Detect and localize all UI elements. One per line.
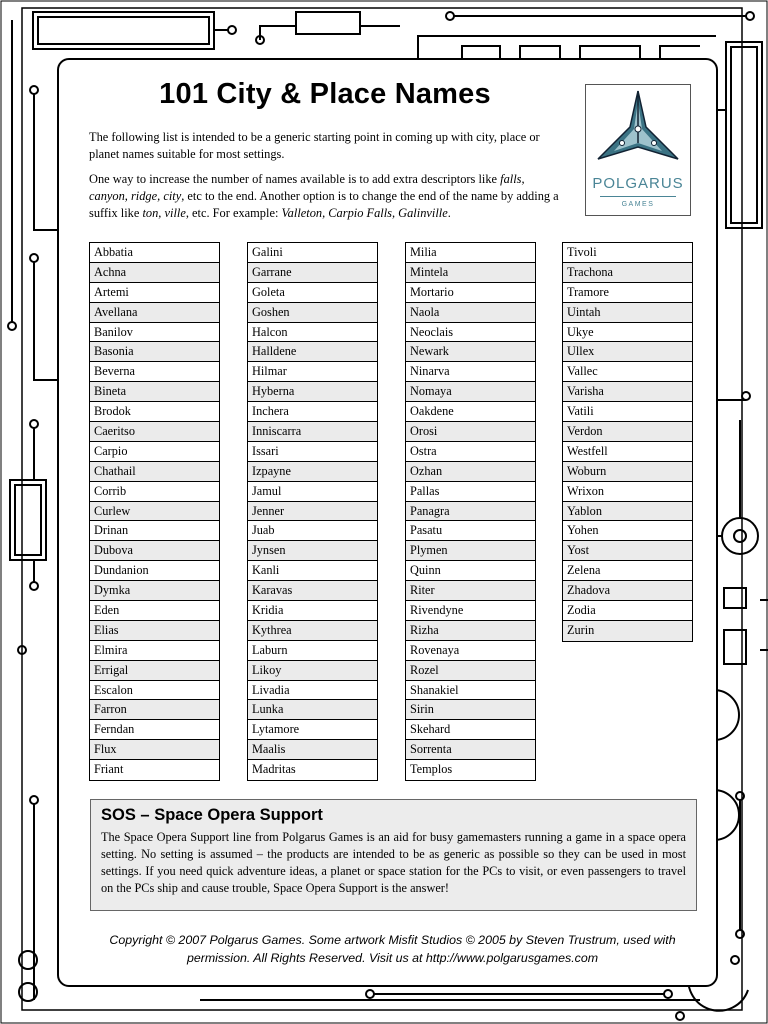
name-cell: Panagra bbox=[406, 502, 535, 522]
name-cell: Trachona bbox=[563, 263, 692, 283]
name-cell: Zelena bbox=[563, 561, 692, 581]
name-cell: Escalon bbox=[90, 681, 219, 701]
name-cell: Mintela bbox=[406, 263, 535, 283]
names-column-3 bbox=[405, 242, 536, 781]
name-cell: Rizha bbox=[406, 621, 535, 641]
name-cell: Jamul bbox=[248, 482, 377, 502]
name-cell: Pasatu bbox=[406, 521, 535, 541]
name-cell: Milia bbox=[406, 243, 535, 263]
name-cell: Goleta bbox=[248, 283, 377, 303]
name-cell: Vatili bbox=[563, 402, 692, 422]
name-cell: Neoclais bbox=[406, 323, 535, 343]
name-cell: Plymen bbox=[406, 541, 535, 561]
name-cell: Dundanion bbox=[90, 561, 219, 581]
names-column-1 bbox=[89, 242, 220, 781]
name-cell: Hilmar bbox=[248, 362, 377, 382]
name-cell: Tramore bbox=[563, 283, 692, 303]
name-cell: Ukye bbox=[563, 323, 692, 343]
name-cell: Farron bbox=[90, 700, 219, 720]
name-cell: Sorrenta bbox=[406, 740, 535, 760]
name-cell: Karavas bbox=[248, 581, 377, 601]
name-cell: Beverna bbox=[90, 362, 219, 382]
name-cell: Elias bbox=[90, 621, 219, 641]
names-column-4 bbox=[562, 242, 693, 642]
name-cell: Corrib bbox=[90, 482, 219, 502]
intro-paragraph-1: The following list is intended to be a generic starting point in coming up with city, place or planet names suitable for most settings. bbox=[89, 130, 540, 161]
name-cell: Goshen bbox=[248, 303, 377, 323]
name-cell: Ostra bbox=[406, 442, 535, 462]
name-cell: Laburn bbox=[248, 641, 377, 661]
name-cell: Livadia bbox=[248, 681, 377, 701]
sos-description: The Space Opera Support line from Polgarus Games is an aid for busy gamemasters running a game in a space opera setting. No setting is assumed – the products are intended to be as generic as possible so they can be used in most settings. If you need quick adventure ideas, a planet or space station for the PCs to visit, or even passengers to travel on the PCs ship and cause trouble, Space Opera Support is the answer! bbox=[101, 830, 686, 895]
name-cell: Verdon bbox=[563, 422, 692, 442]
name-cell: Brodok bbox=[90, 402, 219, 422]
name-cell: Galini bbox=[248, 243, 377, 263]
name-cell: Izpayne bbox=[248, 462, 377, 482]
name-cell: Artemi bbox=[90, 283, 219, 303]
name-cell: Likoy bbox=[248, 661, 377, 681]
name-cell: Drinan bbox=[90, 521, 219, 541]
logo-wordmark: POLGARUS bbox=[592, 175, 684, 192]
name-cell: Caeritso bbox=[90, 422, 219, 442]
name-cell: Riter bbox=[406, 581, 535, 601]
logo-subtitle: GAMES bbox=[621, 201, 655, 208]
name-cell: Basonia bbox=[90, 342, 219, 362]
name-cell: Kythrea bbox=[248, 621, 377, 641]
name-cell: Pallas bbox=[406, 482, 535, 502]
name-cell: Oakdene bbox=[406, 402, 535, 422]
name-cell: Quinn bbox=[406, 561, 535, 581]
name-cell: Rozel bbox=[406, 661, 535, 681]
name-cell: Ullex bbox=[563, 342, 692, 362]
name-cell: Vallec bbox=[563, 362, 692, 382]
intro-paragraph-2: One way to increase the number of names available is to add extra descriptors like falls, canyon, ridge, city, etc to the end. Another option is to change the end of the name by adding a suffix like ton, ville, etc. For example: Valleton, Carpio Falls, Galinville. bbox=[89, 172, 559, 220]
name-cell: Woburn bbox=[563, 462, 692, 482]
name-cell: Yablon bbox=[563, 502, 692, 522]
name-cell: Nomaya bbox=[406, 382, 535, 402]
name-cell: Eden bbox=[90, 601, 219, 621]
copyright-line-1: Copyright © 2007 Polgarus Games. Some artwork Misfit Studios © 2005 by Steven Trustrum, used with bbox=[109, 933, 676, 947]
name-cell: Zhadova bbox=[563, 581, 692, 601]
name-cell: Zurin bbox=[563, 621, 692, 641]
name-cell: Shanakiel bbox=[406, 681, 535, 701]
name-cell: Juab bbox=[248, 521, 377, 541]
name-cell: Achna bbox=[90, 263, 219, 283]
name-cell: Lunka bbox=[248, 700, 377, 720]
name-cell: Bineta bbox=[90, 382, 219, 402]
name-cell: Elmira bbox=[90, 641, 219, 661]
name-cell: Zodia bbox=[563, 601, 692, 621]
name-cell: Garrane bbox=[248, 263, 377, 283]
name-cell: Ferndan bbox=[90, 720, 219, 740]
name-cell: Templos bbox=[410, 762, 453, 777]
name-cell: Newark bbox=[406, 342, 535, 362]
name-cell: Mortario bbox=[406, 283, 535, 303]
name-cell: Rivendyne bbox=[406, 601, 535, 621]
name-cell: Friant bbox=[94, 762, 124, 777]
sos-heading: SOS – Space Opera Support bbox=[101, 806, 323, 824]
name-cell: Ozhan bbox=[406, 462, 535, 482]
name-cell: Naola bbox=[406, 303, 535, 323]
name-cell: Sirin bbox=[406, 700, 535, 720]
name-cell: Halldene bbox=[248, 342, 377, 362]
polgarus-logo bbox=[585, 84, 691, 216]
name-cell: Halcon bbox=[248, 323, 377, 343]
name-cell: Madritas bbox=[252, 762, 296, 777]
name-cell: Rovenaya bbox=[406, 641, 535, 661]
name-cell: Kanli bbox=[248, 561, 377, 581]
page-title: 101 City & Place Names bbox=[159, 78, 491, 110]
name-cell: Dymka bbox=[90, 581, 219, 601]
copyright-notice bbox=[100, 931, 685, 967]
name-cell: Hyberna bbox=[248, 382, 377, 402]
name-cell: Lytamore bbox=[248, 720, 377, 740]
name-cell: Jenner bbox=[248, 502, 377, 522]
name-cell: Orosi bbox=[406, 422, 535, 442]
name-cell: Curlew bbox=[90, 502, 219, 522]
name-cell: Varisha bbox=[563, 382, 692, 402]
name-cell: Yost bbox=[563, 541, 692, 561]
name-cell: Inniscarra bbox=[248, 422, 377, 442]
name-cell: Carpio bbox=[90, 442, 219, 462]
name-cell: Issari bbox=[248, 442, 377, 462]
name-cell: Tivoli bbox=[563, 243, 692, 263]
name-cell: Uintah bbox=[563, 303, 692, 323]
name-cell: Errigal bbox=[90, 661, 219, 681]
name-cell: Inchera bbox=[248, 402, 377, 422]
name-cell: Skehard bbox=[406, 720, 535, 740]
name-cell: Chathail bbox=[90, 462, 219, 482]
name-cell: Yohen bbox=[563, 521, 692, 541]
name-cell: Abbatia bbox=[90, 243, 219, 263]
copyright-line-2: permission. All Rights Reserved. Visit us at http://www.polgarusgames.com bbox=[186, 951, 599, 965]
name-cell: Westfell bbox=[563, 442, 692, 462]
name-cell: Jynsen bbox=[248, 541, 377, 561]
sos-box bbox=[90, 799, 697, 911]
pen-nib-icon bbox=[586, 87, 689, 175]
name-cell: Dubova bbox=[90, 541, 219, 561]
name-cell: Avellana bbox=[90, 303, 219, 323]
name-cell: Maalis bbox=[248, 740, 377, 760]
name-cell: Flux bbox=[90, 740, 219, 760]
name-cell: Ninarva bbox=[406, 362, 535, 382]
name-cell: Wrixon bbox=[563, 482, 692, 502]
names-column-2 bbox=[247, 242, 378, 781]
name-cell: Banilov bbox=[90, 323, 219, 343]
name-cell: Kridia bbox=[248, 601, 377, 621]
